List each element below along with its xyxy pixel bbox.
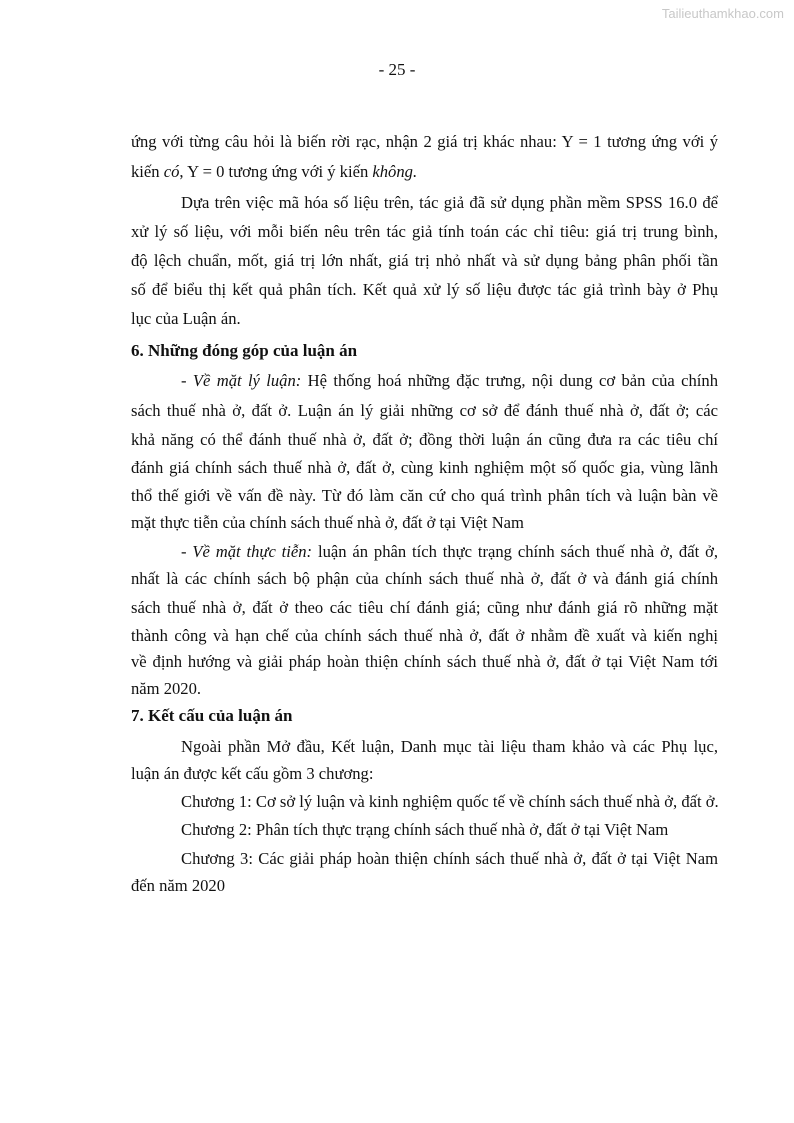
watermark: Tailieuthamkhao.com	[661, 6, 784, 21]
paragraph-line	[131, 280, 718, 300]
section-heading-7	[131, 706, 718, 726]
text-segment: luận án được kết cấu gồm 3 chương:	[131, 764, 374, 783]
text-segment: sách thuế nhà ở, đất ở theo các tiêu chí đánh giá; cũng như đánh giá rõ những mặt	[131, 598, 718, 617]
text-segment: ứng với từng câu hỏi là biến rời rạc, nhận 2 giá trị khác nhau: Y = 1 tương ứng với ý	[131, 132, 718, 151]
text-segment: , Y = 0 tương ứng với ý kiến	[179, 162, 373, 181]
text-segment: số để biểu thị kết quả phân tích. Kết quả xử lý số liệu được tác giả trình bày ở Phụ	[131, 280, 718, 299]
paragraph-line	[131, 486, 718, 506]
chapter-item	[131, 876, 718, 896]
page-number: - 25 -	[378, 60, 416, 79]
italic-text: - Về mặt thực tiễn:	[181, 542, 313, 561]
paragraph-line	[131, 222, 718, 242]
text-segment: Hệ thống hoá những đặc trưng, nội dung cơ bản của chính	[301, 371, 718, 390]
text-segment: thổ thế giới về vấn đề này. Từ đó làm căn cứ cho quá trình phân tích và luận bàn về	[131, 486, 718, 505]
text-segment: 7. Kết cấu của luận án	[131, 706, 293, 725]
text-segment: luận án phân tích thực trạng chính sách thuế nhà ở, đất ở,	[312, 542, 718, 561]
paragraph-line	[131, 132, 718, 152]
text-segment: sách thuế nhà ở, đất ở. Luận án lý giải những cơ sở để đánh thuế nhà ở, đất ở; các	[131, 401, 718, 420]
paragraph-line	[131, 430, 718, 450]
text-segment: độ lệch chuẩn, mốt, giá trị lớn nhất, giá trị nhỏ nhất và sử dụng bảng phân phối tần	[131, 251, 718, 270]
paragraph-line	[131, 598, 718, 618]
text-segment: Chương 1: Cơ sở lý luận và kinh nghiệm quốc tế về chính sách thuế nhà ở, đất ở.	[181, 792, 719, 811]
paragraph-line	[131, 309, 718, 329]
text-segment: khả năng có thể đánh thuế nhà ở, đất ở; đồng thời luận án cũng đưa ra các tiêu chí	[131, 430, 718, 449]
text-segment: Chương 2: Phân tích thực trạng chính sách thuế nhà ở, đất ở tại Việt Nam	[181, 820, 669, 839]
paragraph-line	[131, 401, 718, 421]
text-segment: đánh giá chính sách thuế nhà ở, đất ở, cùng kinh nghiệm một số quốc gia, vùng lãnh	[131, 458, 718, 477]
text-segment: mặt thực tiễn của chính sách thuế nhà ở, đất ở tại Việt Nam	[131, 513, 524, 532]
italic-text: - Về mặt lý luận:	[181, 371, 302, 390]
text-segment: thành công và hạn chế của chính sách thuế nhà ở, đất ở nhằm đề xuất và kiến nghị	[131, 626, 718, 645]
text-segment: về định hướng và giải pháp hoàn thiện chính sách thuế nhà ở, đất ở tại Việt Nam tới	[131, 652, 718, 671]
paragraph-line	[181, 737, 718, 757]
text-segment: nhất là các chính sách bộ phận của chính sách thuế nhà ở, đất ở và đánh giá chính	[131, 569, 718, 588]
chapter-item	[181, 820, 718, 840]
text-segment: Ngoài phần Mở đầu, Kết luận, Danh mục tài liệu tham khảo và các Phụ lục,	[181, 737, 718, 756]
section-heading-6	[131, 341, 718, 361]
paragraph-line	[131, 764, 718, 784]
text-segment: 6. Những đóng góp của luận án	[131, 341, 358, 360]
paragraph-line	[181, 371, 718, 391]
text-segment: đến năm 2020	[131, 876, 226, 895]
paragraph-line	[181, 193, 718, 213]
paragraph-line	[181, 542, 718, 562]
chapter-item	[181, 849, 718, 869]
text-segment: Dựa trên việc mã hóa số liệu trên, tác giả đã sử dụng phần mềm SPSS 16.0 để	[181, 193, 718, 212]
paragraph-line	[131, 513, 718, 533]
chapter-item	[181, 792, 718, 812]
paragraph-line	[131, 162, 718, 182]
text-segment: xử lý số liệu, với mỗi biến nêu trên tác giả tính toán các chỉ tiêu: giá trị trung bình,	[131, 222, 718, 241]
italic-text: không.	[372, 162, 418, 181]
paragraph-line	[131, 251, 718, 271]
paragraph-line	[131, 679, 718, 699]
paragraph-line	[131, 652, 718, 672]
italic-text: có	[163, 162, 180, 181]
paragraph-line	[131, 626, 718, 646]
text-segment: năm 2020.	[131, 679, 202, 698]
paragraph-line	[131, 458, 718, 478]
paragraph-line	[131, 569, 718, 589]
text-segment: kiến	[131, 162, 164, 181]
text-segment: lục của Luận án.	[131, 309, 241, 328]
text-segment: Chương 3: Các giải pháp hoàn thiện chính sách thuế nhà ở, đất ở tại Việt Nam	[181, 849, 718, 868]
